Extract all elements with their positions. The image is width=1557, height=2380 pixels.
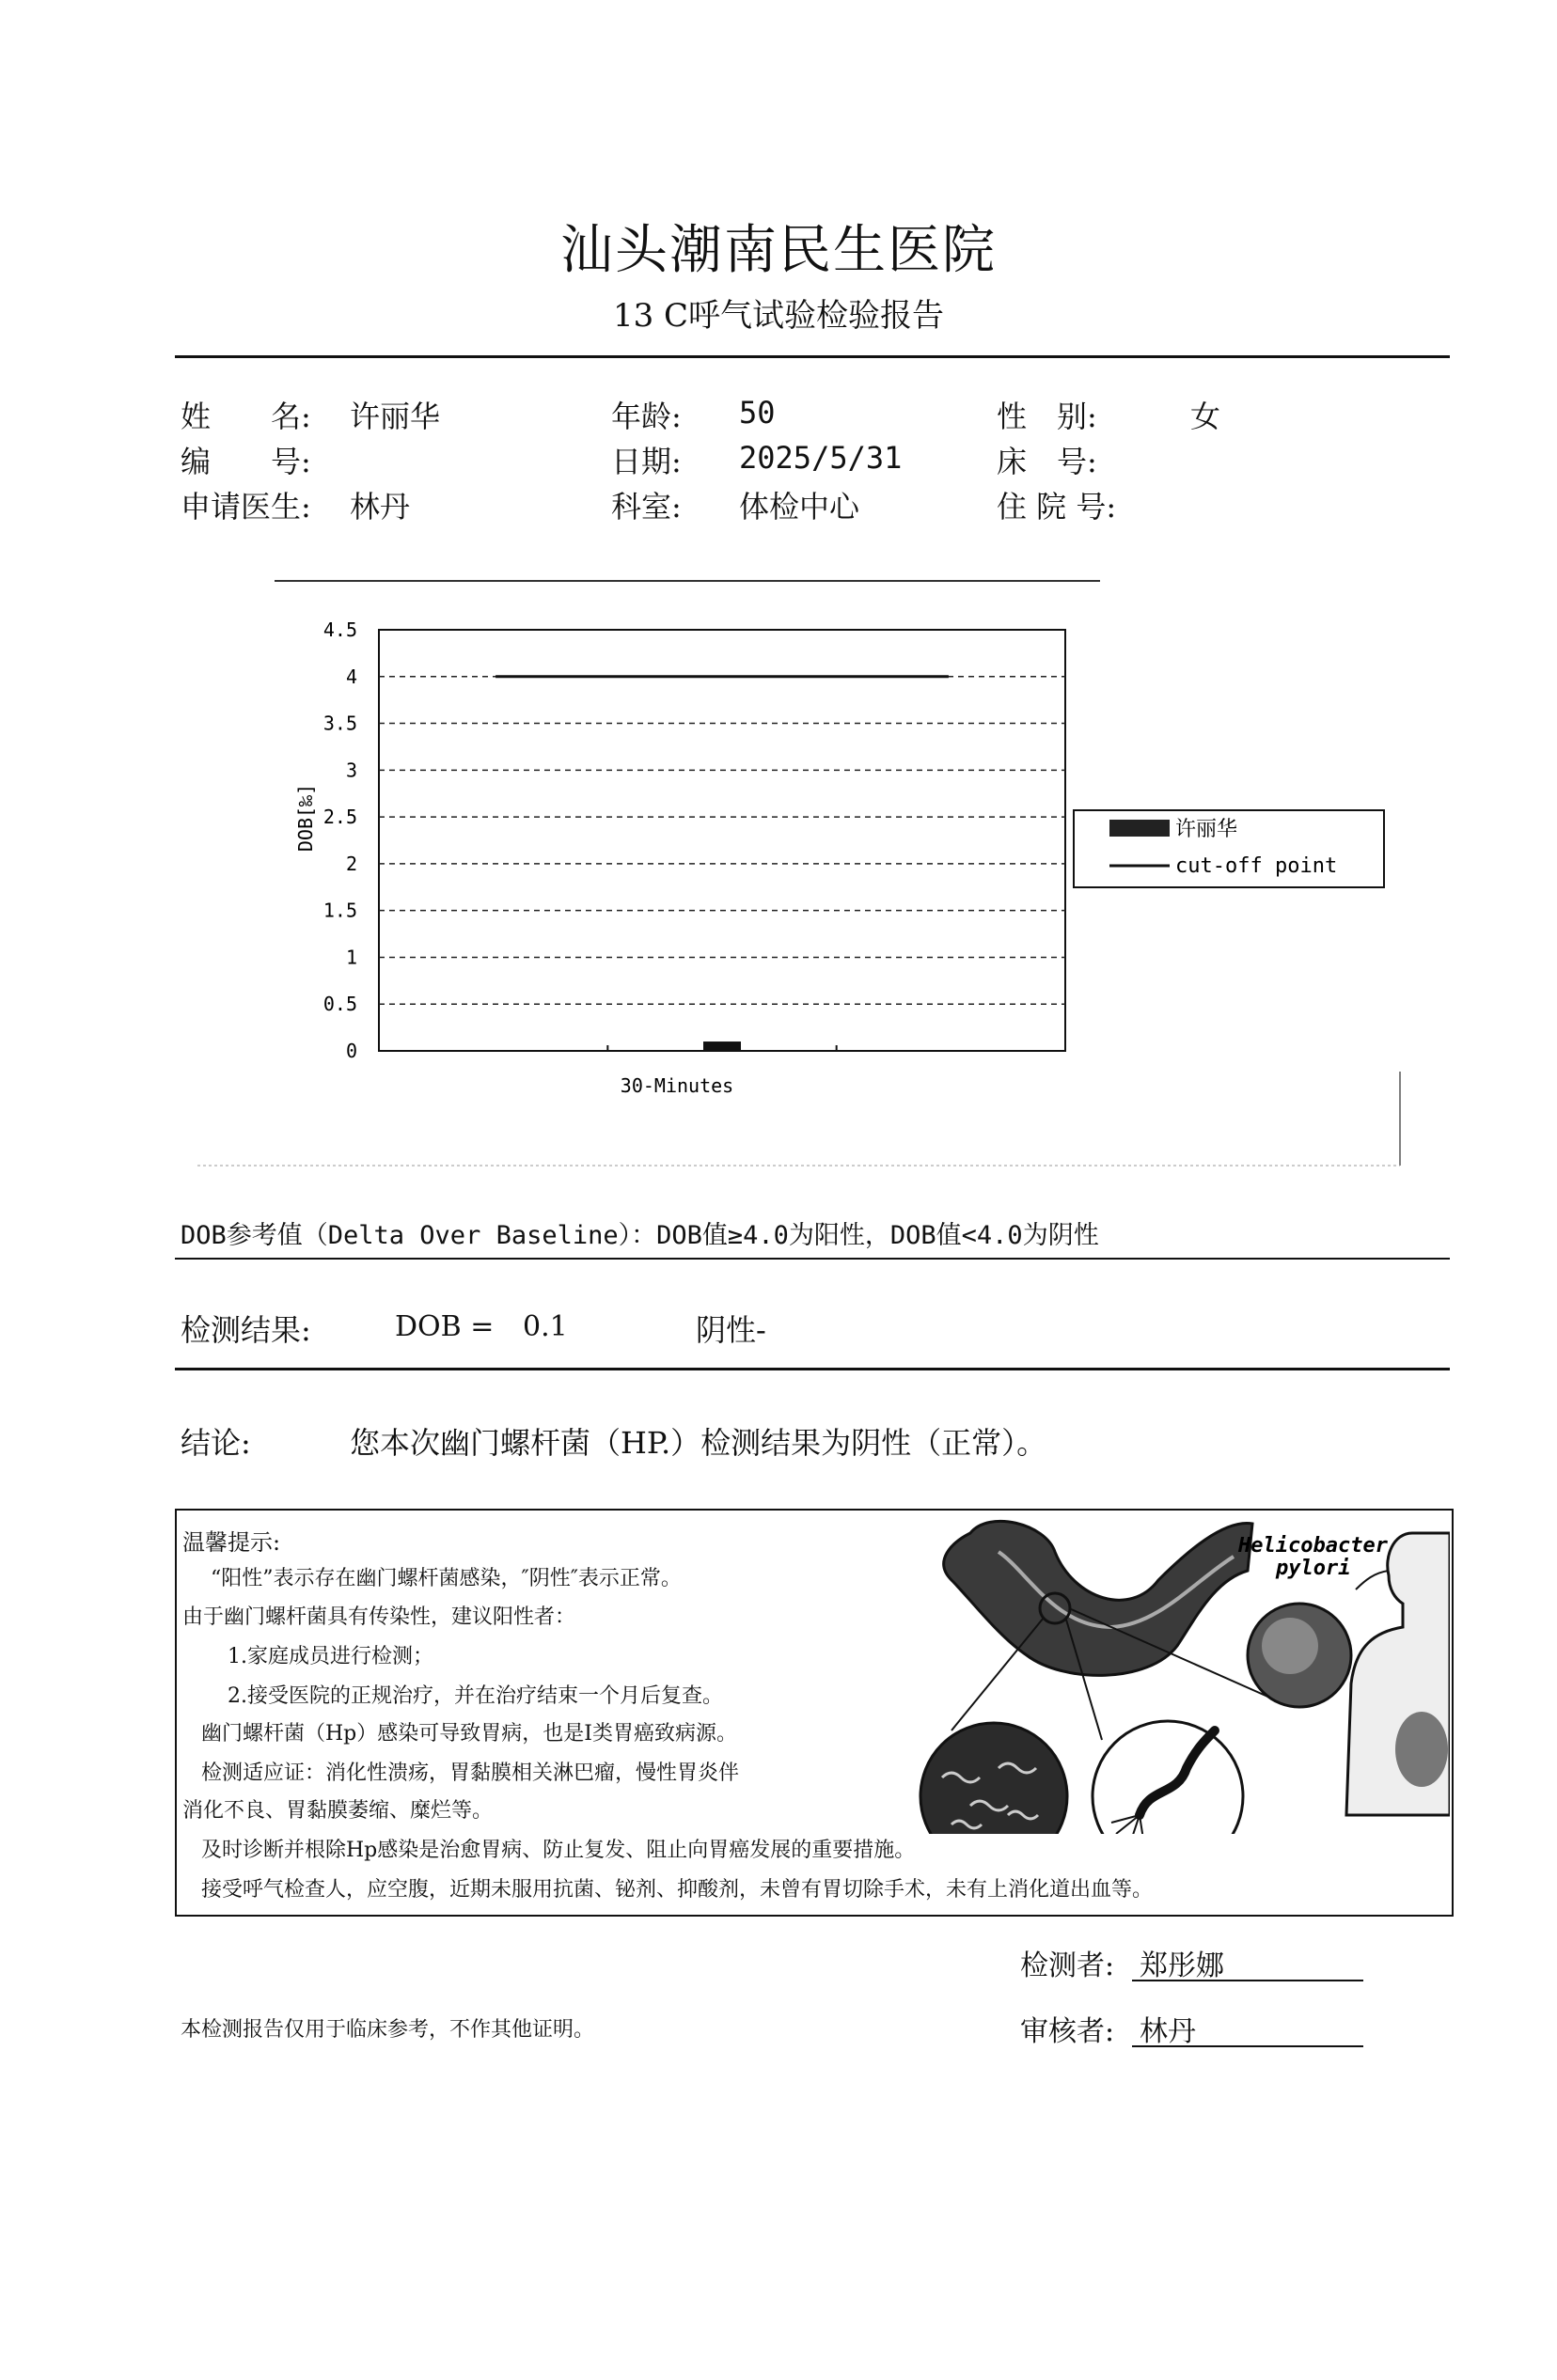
disclaimer: 本检测报告仅用于临床参考，不作其他证明。 — [181, 2018, 595, 2042]
y-tick-label: 2.5 — [322, 806, 357, 829]
tip-line: 由于幽门螺杆菌具有传染性，建议阳性者： — [182, 1605, 576, 1629]
illustration-caption: Helicobacter — [1238, 1534, 1388, 1558]
dob-label: DOB = — [395, 1310, 495, 1343]
hospital-name: 汕头潮南民生医院 — [560, 220, 997, 281]
bed-label: 床 号: — [997, 444, 1097, 479]
tips-title: 温馨提示: — [182, 1529, 281, 1556]
tip-line: 接受呼气检查人，应空腹，近期未服用抗菌、铋剂、抑酸剂，未曾有胃切除手术，未有上消化道出血等。 — [201, 1878, 1154, 1902]
tester-underline — [1132, 1980, 1363, 1981]
legend-bar-label: 许丽华 — [1175, 818, 1238, 841]
dob-value: 0.1 — [523, 1310, 568, 1343]
y-tick-label: 1.5 — [322, 899, 357, 922]
reference-text: DOB参考值（Delta Over Baseline）：DOB值≥4.0为阳性，DOB值<4.0为阴性 — [181, 1221, 1099, 1250]
department: 体检中心 — [739, 489, 860, 525]
reviewer-name: 林丹 — [1140, 2015, 1196, 2048]
inpatient-label: 住 院 号: — [997, 489, 1117, 525]
y-tick-labels — [323, 618, 357, 1062]
tips-box — [175, 1509, 1454, 1917]
illustration-caption: pylori — [1276, 1557, 1351, 1580]
tip-line: 幽门螺杆菌（Hp）感染可导致胃病，也是Ⅰ类胃癌致病源。 — [201, 1722, 737, 1746]
tip-line: 检测适应证：消化性溃疡，胃黏膜相关淋巴瘤，慢性胃炎伴 — [201, 1762, 740, 1785]
patient-age: 50 — [739, 395, 776, 431]
y-tick-label: 1 — [345, 946, 357, 969]
patient-sex: 女 — [1190, 399, 1221, 434]
bacterium-closeup — [1093, 1721, 1243, 1834]
header-divider — [175, 355, 1450, 358]
stomach-illustration — [914, 1514, 1450, 1834]
dob-chart — [188, 564, 1410, 1175]
breath-tube — [1356, 1571, 1389, 1589]
conclusion-label: 结论: — [181, 1425, 251, 1461]
tissue-closeup — [920, 1723, 1067, 1834]
report-subtitle: 13 C呼气试验检验报告 — [612, 297, 945, 335]
tip-line: 及时诊断并根除Hp感染是治愈胃病、防止复发、阻止向胃癌发展的重要措施。 — [201, 1839, 916, 1862]
doctor-label: 申请医生: — [181, 489, 311, 525]
legend-line-label: cut-off point — [1175, 854, 1338, 878]
age-label: 年龄: — [611, 399, 682, 434]
report-date: 2025/5/31 — [739, 440, 903, 476]
result-label: 检测结果: — [181, 1312, 311, 1348]
y-tick-label: 0.5 — [322, 993, 357, 1016]
tip-line: “阳性”表示存在幽门螺杆菌感染，″阴性″表示正常。 — [211, 1567, 682, 1590]
reference-divider — [175, 1258, 1450, 1260]
y-tick-label: 3 — [345, 759, 357, 782]
zoom-line — [952, 1618, 1044, 1730]
name-label: 姓 名: — [181, 399, 311, 434]
conclusion-text: 您本次幽门螺杆菌（HP.）检测结果为阴性（正常）。 — [350, 1425, 1047, 1461]
tip-line: 消化不良、胃黏膜萎缩、糜烂等。 — [182, 1799, 494, 1823]
tip-line: 2.接受医院的正规治疗，并在治疗结束一个月后复查。 — [228, 1684, 723, 1708]
dept-label: 科室: — [611, 489, 682, 525]
y-tick-label: 4.5 — [322, 618, 357, 641]
gridlines — [379, 677, 1065, 1004]
reviewer-label: 审核者: — [1020, 2015, 1115, 2048]
torso-organ — [1395, 1712, 1448, 1787]
colony-texture — [1262, 1618, 1318, 1674]
y-tick-label: 0 — [345, 1040, 357, 1062]
dob-bar — [703, 1041, 741, 1051]
result-divider — [175, 1368, 1450, 1370]
reviewer-underline — [1132, 2045, 1363, 2047]
x-axis-label: 30-Minutes — [620, 1074, 734, 1097]
sex-label: 性 别: — [997, 399, 1097, 434]
result-status: 阴性- — [696, 1312, 766, 1348]
y-tick-label: 3.5 — [322, 712, 357, 735]
plot-area — [379, 630, 1065, 1051]
legend-bar-swatch — [1109, 820, 1170, 837]
y-axis-label: DOB[‰] — [294, 783, 317, 853]
id-label: 编 号: — [181, 444, 311, 479]
tip-line: 1.家庭成员进行检测； — [228, 1645, 433, 1668]
tester-name: 郑彤娜 — [1140, 1949, 1224, 1982]
date-label: 日期: — [611, 444, 682, 479]
stomach-shape — [944, 1521, 1252, 1675]
y-tick-label: 2 — [345, 852, 357, 875]
patient-name: 许丽华 — [350, 399, 441, 434]
doctor-name: 林丹 — [350, 489, 411, 525]
y-tick-label: 4 — [345, 665, 357, 688]
tester-label: 检测者: — [1020, 1949, 1115, 1982]
